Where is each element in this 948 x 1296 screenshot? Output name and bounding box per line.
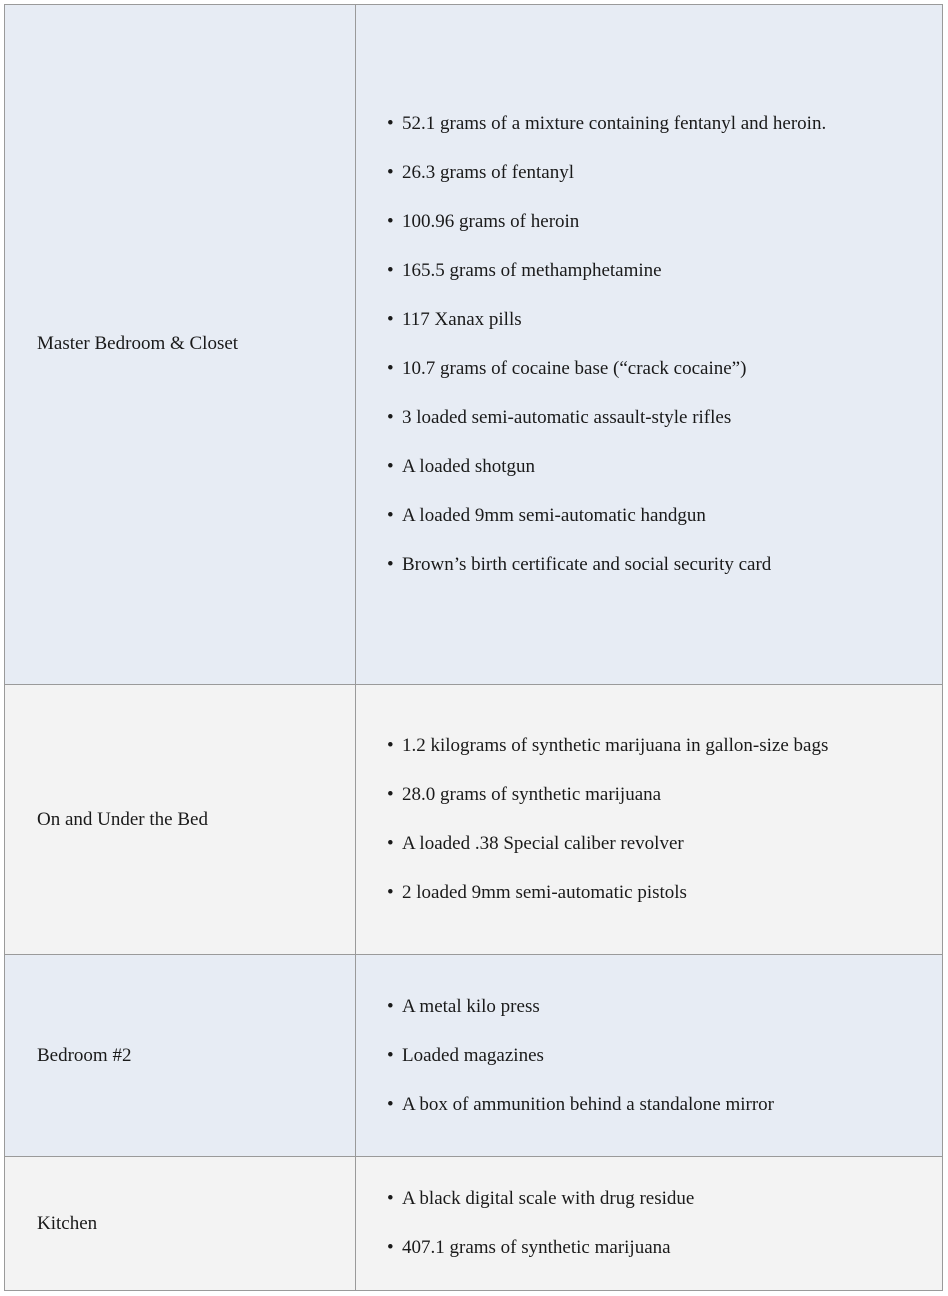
location-cell: On and Under the Bed	[5, 684, 356, 954]
bullet-icon: •	[387, 735, 394, 757]
evidence-item-label: A box of ammunition behind a standalone mirror	[402, 1093, 775, 1115]
evidence-item	[356, 831, 922, 857]
evidence-item-list	[356, 111, 922, 578]
evidence-item	[356, 307, 922, 333]
evidence-item-label: 10.7 grams of cocaine base (“crack cocaine”)	[402, 357, 747, 379]
evidence-item-label: A black digital scale with drug residue	[402, 1188, 695, 1210]
table-row	[5, 955, 943, 1157]
bullet-icon: •	[387, 161, 394, 183]
evidence-location-table	[4, 4, 943, 1291]
bullet-icon: •	[387, 1188, 394, 1210]
items-cell	[356, 684, 943, 954]
evidence-item	[356, 454, 922, 480]
bullet-icon: •	[387, 308, 394, 330]
table-row	[5, 1157, 943, 1291]
bullet-icon: •	[387, 259, 394, 281]
evidence-item	[356, 552, 922, 578]
evidence-item	[356, 405, 922, 431]
evidence-item	[356, 1186, 922, 1212]
items-cell	[356, 955, 943, 1157]
evidence-item-label: 407.1 grams of synthetic marijuana	[402, 1237, 671, 1259]
bullet-icon: •	[387, 833, 394, 855]
evidence-item-label: 28.0 grams of synthetic marijuana	[402, 784, 662, 806]
table-row	[5, 5, 943, 685]
evidence-item-label: A loaded 9mm semi-automatic handgun	[402, 504, 706, 526]
bullet-icon: •	[387, 1237, 394, 1259]
evidence-item	[356, 880, 922, 906]
evidence-item	[356, 994, 922, 1020]
evidence-item	[356, 503, 922, 529]
evidence-item-list	[356, 1186, 922, 1261]
evidence-item	[356, 111, 922, 137]
bullet-icon: •	[387, 210, 394, 232]
evidence-item	[356, 356, 922, 382]
bullet-icon: •	[387, 112, 394, 134]
evidence-item-label: 100.96 grams of heroin	[402, 210, 580, 232]
evidence-item	[356, 1043, 922, 1069]
evidence-item-label: A metal kilo press	[402, 995, 540, 1017]
evidence-item-label: 2 loaded 9mm semi-automatic pistols	[402, 882, 687, 904]
location-cell: Bedroom #2	[5, 955, 356, 1157]
evidence-item-label: 117 Xanax pills	[402, 308, 522, 330]
evidence-item-label: 165.5 grams of methamphetamine	[402, 259, 662, 281]
location-cell: Kitchen	[5, 1157, 356, 1291]
bullet-icon: •	[387, 504, 394, 526]
bullet-icon: •	[387, 1093, 394, 1115]
evidence-item-label: A loaded .38 Special caliber revolver	[402, 833, 684, 855]
bullet-icon: •	[387, 882, 394, 904]
evidence-item	[356, 258, 922, 284]
evidence-item-label: 1.2 kilograms of synthetic marijuana in gallon-size bags	[402, 735, 829, 757]
bullet-icon: •	[387, 1044, 394, 1066]
evidence-item	[356, 733, 922, 759]
evidence-item	[356, 160, 922, 186]
bullet-icon: •	[387, 995, 394, 1017]
items-cell	[356, 1157, 943, 1291]
table-row	[5, 684, 943, 954]
evidence-item	[356, 209, 922, 235]
evidence-item-label: Loaded magazines	[402, 1044, 544, 1066]
evidence-item-list	[356, 994, 922, 1118]
bullet-icon: •	[387, 553, 394, 575]
bullet-icon: •	[387, 455, 394, 477]
bullet-icon: •	[387, 406, 394, 428]
evidence-item	[356, 1235, 922, 1261]
evidence-item-list	[356, 733, 922, 906]
evidence-item-label: A loaded shotgun	[402, 455, 535, 477]
table-body	[5, 5, 943, 1291]
bullet-icon: •	[387, 784, 394, 806]
evidence-item	[356, 782, 922, 808]
items-cell	[356, 5, 943, 685]
evidence-item-label: 52.1 grams of a mixture containing fentanyl and heroin.	[402, 112, 827, 134]
evidence-item-label: 3 loaded semi-automatic assault-style rifles	[402, 406, 732, 428]
evidence-item-label: Brown’s birth certificate and social security card	[402, 553, 772, 575]
evidence-item-label: 26.3 grams of fentanyl	[402, 161, 575, 183]
bullet-icon: •	[387, 357, 394, 379]
location-cell: Master Bedroom & Closet	[5, 5, 356, 685]
evidence-item	[356, 1092, 922, 1118]
